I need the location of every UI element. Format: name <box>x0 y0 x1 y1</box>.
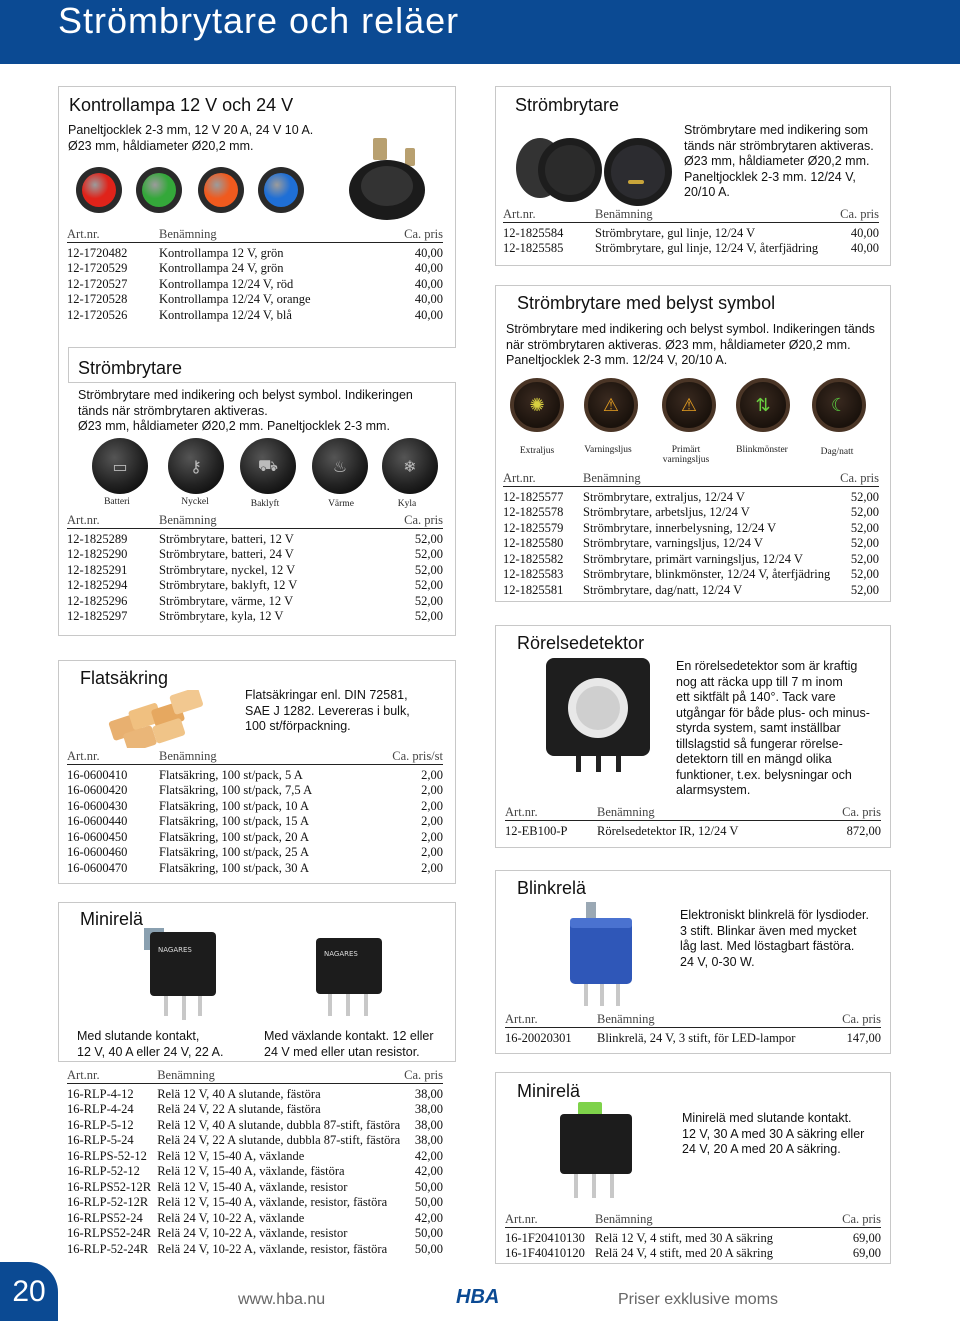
cell-price: 52,00 <box>850 536 879 551</box>
cell-price: 42,00 <box>414 1164 443 1179</box>
blinkrela-title: Blinkrelä <box>517 878 587 898</box>
cell-price: 52,00 <box>850 520 879 535</box>
cell-art: 12-1825581 <box>503 582 564 597</box>
cell-price: 38,00 <box>414 1102 443 1117</box>
cell-price: 52,00 <box>850 567 879 582</box>
cell-price: 50,00 <box>414 1226 443 1241</box>
cell-name: Relä 24 V, 10-22 A, växlande, resistor <box>157 1226 348 1241</box>
cell-name: Kontrollampa 24 V, grön <box>159 261 284 276</box>
relay-with-fuse-image <box>548 1100 646 1204</box>
cool-switch-icon: ❄ <box>382 438 438 494</box>
table-row <box>67 563 443 579</box>
table-row <box>67 1164 443 1180</box>
cell-price: 2,00 <box>421 860 443 875</box>
table-row <box>67 799 443 815</box>
table-row <box>67 830 443 846</box>
table-row <box>505 1028 881 1047</box>
heat-switch-icon: ♨ <box>312 438 368 494</box>
cell-art: 12-1825291 <box>67 562 128 577</box>
table-row <box>67 1102 443 1118</box>
table-row <box>503 567 879 583</box>
blue-lamp-icon <box>258 167 304 213</box>
blinkrela-desc: Elektroniskt blinkrelä för lysdioder. 3 stift. Blinkar även med mycket låg last. Med löstagbart fästöra. 24 V, 0-30 W. <box>680 908 869 969</box>
caption-baklyft: Baklyft <box>250 499 280 509</box>
cell-name: Strömbrytare, extraljus, 12/24 V <box>583 490 745 504</box>
kontrollampa-title: Kontrollampa 12 V och 24 V <box>69 95 294 115</box>
table-row <box>503 536 879 552</box>
cell-name: Flatsäkring, 100 st/pack, 15 A <box>159 814 309 829</box>
minirela-left-desc-a: Med slutande kontakt, 12 V, 40 A eller 24 V, 22 A. <box>77 1029 224 1059</box>
cell-price: 52,00 <box>414 562 443 577</box>
table-row <box>67 609 443 625</box>
price-note: Priser exklusive moms <box>618 1291 779 1308</box>
cell-name: Flatsäkring, 100 st/pack, 30 A <box>159 860 309 875</box>
cell-name: Relä 24 V, 4 stift, med 20 A säkring <box>595 1246 774 1261</box>
strombrytare-right-desc: Strömbrytare med indikering som tänds när strömbrytaren aktiveras. Ø23 mm, håldiameter Ø20,2 mm. Paneltjocklek 2-3 mm. 12/24 V, 20/10 A. <box>684 123 874 199</box>
cell-name: Kontrollampa 12/24 V, röd <box>159 276 294 291</box>
cell-price: 50,00 <box>414 1241 443 1256</box>
rorelse-title: Rörelsedetektor <box>517 633 645 653</box>
cell-price: 69,00 <box>852 1231 881 1245</box>
cell-art: 16-1F20410130 <box>505 1231 585 1245</box>
cell-price: 872,00 <box>846 824 881 838</box>
flatsakring-table: Art.nr. Benämning Ca. pris/st 16-0600410 Flatsäkring, 100 st/pack, 5 A 2,00 16-0600420 Flatsäkring, 100 st/pack, 7,5 A 2,00 16-0600430 Flatsäkring, 100 st/pack, 10 A 2,00 16-0600440 Flatsäkring, 100 st/pack, 15 A 2,00 16-0600450 Flatsäkring, 100 st/pack, 20 A 2,00 16-0600460 Flatsäkring, 100 st/pack, 25 A 2,00 16-0600470 Flatsäkring, 100 st/pack, 30 A 2,00 <box>67 749 443 875</box>
cell-price: 40,00 <box>850 226 879 240</box>
cell-art: 16-RLP-5-24 <box>67 1133 134 1148</box>
cell-name: Strömbrytare, blinkmönster, 12/24 V, återfjädring <box>583 567 831 582</box>
cell-name: Relä 24 V, 22 A slutande, fästöra <box>157 1102 321 1117</box>
cell-name: Kontrollampa 12 V, grön <box>159 246 284 260</box>
cell-price: 69,00 <box>852 1246 881 1261</box>
table-row <box>67 308 443 324</box>
cell-name: Strömbrytare, dag/natt, 12/24 V <box>583 582 743 597</box>
cell-art: 12-1825585 <box>503 241 564 256</box>
cell-art: 12-1825578 <box>503 505 564 520</box>
cell-name: Strömbrytare, gul linje, 12/24 V <box>595 226 756 240</box>
cell-price: 52,00 <box>414 532 443 546</box>
cell-art: 12-1720528 <box>67 292 128 307</box>
cell-art: 16-RLP-52-12 <box>67 1164 140 1179</box>
cell-art: 12-1720526 <box>67 307 128 322</box>
cell-art: 12-1720482 <box>67 246 128 260</box>
website-link[interactable]: www.hba.nu <box>238 1291 326 1308</box>
cell-name: Flatsäkring, 100 st/pack, 10 A <box>159 798 309 813</box>
cell-art: 12-1720529 <box>67 261 128 276</box>
fuse-image <box>100 690 220 748</box>
table-row <box>67 1084 443 1103</box>
cell-art: 16-RLP-52-12R <box>67 1195 149 1210</box>
table-row <box>67 1195 443 1211</box>
cell-name: Relä 12 V, 40 A slutande, fästöra <box>157 1087 321 1101</box>
caption-varme: Värme <box>328 499 354 509</box>
cell-art: 16-1F40410120 <box>505 1246 585 1261</box>
table-row <box>503 241 879 257</box>
caption-extraljus: Extraljus <box>519 446 555 456</box>
relay-vaxlande-image <box>310 932 390 1022</box>
cell-art: 16-RLPS-52-12 <box>67 1148 147 1163</box>
key-switch-icon: ⚷ <box>168 438 224 494</box>
cell-art: 12-1825582 <box>503 551 564 566</box>
cell-art: 16-0600420 <box>67 783 128 798</box>
strombrytare-right-table: Art.nr. Benämning Ca. pris 12-1825584 Strömbrytare, gul linje, 12/24 V 40,00 12-1825585 Strömbrytare, gul linje, 12/24 V, återfjädring 40,00 <box>503 207 879 256</box>
cell-price: 2,00 <box>421 829 443 844</box>
cell-art: 16-0600470 <box>67 860 128 875</box>
cell-price: 2,00 <box>421 845 443 860</box>
cell-price: 38,00 <box>414 1117 443 1132</box>
kontrollampa-table: Art.nr. Benämning Ca. pris 12-1720482 Kontrollampa 12 V, grön 40,00 12-1720529 Kontrollampa 24 V, grön 40,00 12-1720527 Kontrollampa 12/24 V, röd 40,00 12-1720528 Kontrollampa 12/24 V, orange 40,00 12-1720526 Kontrollampa 12/24 V, blå 40,00 <box>67 227 443 322</box>
svg-text:NAGARES: NAGARES <box>324 950 358 958</box>
caption-primart-varningsljus: Primärt varningsljus <box>662 445 710 465</box>
cell-art: 16-RLPS52-12R <box>67 1179 152 1194</box>
cell-name: Blinkrelä, 24 V, 3 stift, för LED-lampor <box>597 1031 796 1045</box>
caption-kyla: Kyla <box>397 499 417 509</box>
cell-name: Strömbrytare, primärt varningsljus, 12/24 V <box>583 551 803 566</box>
cell-name: Relä 24 V, 10-22 A, växlande <box>157 1210 305 1225</box>
table-row <box>67 1211 443 1227</box>
table-row <box>505 1228 881 1247</box>
table-row <box>505 821 881 840</box>
cell-price: 2,00 <box>421 798 443 813</box>
table-row <box>67 861 443 877</box>
cell-price: 40,00 <box>414 276 443 291</box>
cell-art: 12-1825584 <box>503 226 564 240</box>
cell-art: 16-20020301 <box>505 1031 572 1045</box>
strombrytare-left-table: Art.nr. Benämning Ca. pris 12-1825289 Strömbrytare, batteri, 12 V 52,00 12-1825290 Strömbrytare, batteri, 24 V 52,00 12-1825291 Strömbrytare, nyckel, 12 V 52,00 12-1825294 Strömbrytare, baklyft, 12 V 52,00 12-1825296 Strömbrytare, värme, 12 V 52,00 12-1825297 Strömbrytare, kyla, 12 V 52,00 <box>67 513 443 624</box>
cell-name: Flatsäkring, 100 st/pack, 5 A <box>159 768 303 782</box>
strombrytare-right-title: Strömbrytare <box>515 95 620 115</box>
table-row <box>503 552 879 568</box>
cell-art: 16-RLP-5-12 <box>67 1117 134 1132</box>
table-row <box>503 505 879 521</box>
caption-varningsljus: Varningsljus <box>584 445 632 455</box>
minirela-right-desc: Minirelä med slutande kontakt. 12 V, 30 A med 30 A säkring eller 24 V, 20 A med 20 A säkring. <box>682 1111 865 1156</box>
cell-price: 52,00 <box>850 582 879 597</box>
table-row <box>67 845 443 861</box>
flatsakring-desc: Flatsäkringar enl. DIN 72581, SAE J 1282. Levereras i bulk, 100 st/förpackning. <box>245 688 410 733</box>
cell-art: 12-1825580 <box>503 536 564 551</box>
cell-price: 52,00 <box>414 578 443 593</box>
cell-price: 40,00 <box>414 292 443 307</box>
caption-batteri: Batteri <box>104 497 130 507</box>
cell-price: 50,00 <box>414 1179 443 1194</box>
belyst-title: Strömbrytare med belyst symbol <box>517 293 776 313</box>
battery-switch-icon: ▭ <box>92 438 148 494</box>
cell-art: 12-1825289 <box>67 532 128 546</box>
table-row <box>503 583 879 599</box>
cell-name: Kontrollampa 12/24 V, blå <box>159 307 292 322</box>
cell-art: 16-0600460 <box>67 845 128 860</box>
motion-detector-image <box>540 652 660 776</box>
table-row <box>67 814 443 830</box>
cell-name: Strömbrytare, batteri, 24 V <box>159 547 294 562</box>
blinkrela-table: Art.nr. Benämning Ca. pris 16-20020301 Blinkrelä, 24 V, 3 stift, för LED-lampor 147,00 <box>505 1012 881 1045</box>
cell-art: 12-1825583 <box>503 567 564 582</box>
cell-price: 52,00 <box>850 490 879 504</box>
strombrytare-right-image <box>510 124 682 206</box>
table-row <box>67 529 443 548</box>
cell-price: 42,00 <box>414 1148 443 1163</box>
belyst-table: Art.nr. Benämning Ca. pris 12-1825577 Strömbrytare, extraljus, 12/24 V 52,00 12-1825578 Strömbrytare, arbetsljus, 12/24 V 52,00 12-1825579 Strömbrytare, innerbelysning, 12/24 V 52,00 12-1825580 Strömbrytare, varningsljus, 12/24 V 52,00 12-1825582 Strömbrytare, primärt varningsljus, 12/24 V 52,00 12-1825583 Strömbrytare, blinkmönster, 12/24 V, återfjädring 52,00 12-1825581 Strömbrytare, dag/natt, 12/24 V 52,00 <box>503 471 879 597</box>
cell-price: 147,00 <box>846 1031 881 1045</box>
table-row <box>67 783 443 799</box>
table-row <box>67 1118 443 1134</box>
cell-name: Relä 12 V, 40 A slutande, dubbla 87-stift, fästöra <box>157 1117 401 1132</box>
rorelse-table: Art.nr. Benämning Ca. pris 12-EB100-P Rörelsedetektor IR, 12/24 V 872,00 <box>505 805 881 838</box>
cell-name: Strömbrytare, baklyft, 12 V <box>159 578 298 593</box>
cell-art: 12-EB100-P <box>505 824 568 838</box>
table-row <box>503 521 879 537</box>
cell-name: Relä 12 V, 4 stift, med 30 A säkring <box>595 1231 774 1245</box>
table-row <box>67 1149 443 1165</box>
cell-price: 50,00 <box>414 1195 443 1210</box>
minirela-left-table: Art.nr. Benämning Ca. pris 16-RLP-4-12 Relä 12 V, 40 A slutande, fästöra 38,00 16-RLP-4-24 Relä 24 V, 22 A slutande, fästöra 38,00 16-RLP-5-12 Relä 12 V, 40 A slutande, dubbla 87-stift, fästöra 38,00 16-RLP-5-24 Relä 24 V, 22 A slutande, dubbla 87-stift, fästöra 38,00 16-RLPS-52-12 Relä 12 V, 15-40 A, växlande 42,00 16-RLP-52-12 Relä 12 V, 15-40 A, växlande, fästöra 42,00 16-RLPS52-12R Relä 12 V, 15-40 A, växlande, resistor 50,00 16-RLP-52-12R Relä 12 V, 15-40 A, växlande, resistor, fästöra 50,00 16-RLPS52-24 Relä 24 V, 10-22 A, växlande 42,00 16-RLPS52-24R Relä 24 V, 10-22 A, växlande, resistor 50,00 16-RLP-52-24R Relä 24 V, 10-22 A, växlande, resistor, fästöra 50,00 <box>67 1068 443 1256</box>
strombrytare-left-title: Strömbrytare <box>78 358 183 378</box>
cell-art: 16-RLPS52-24R <box>67 1226 152 1241</box>
table-row <box>505 1246 881 1262</box>
strombrytare-left-desc: Strömbrytare med indikering och belyst symbol. Indikeringen tänds när strömbrytaren aktiveras. Ø23 mm, håldiameter Ø20,2 mm. Paneltjocklek 2-3 mm. <box>78 388 413 433</box>
table-row <box>67 1180 443 1196</box>
table-row <box>503 223 879 242</box>
cell-art: 12-1825577 <box>503 490 564 504</box>
flasher-relay-image <box>560 900 646 1010</box>
table-row <box>67 277 443 293</box>
cell-name: Strömbrytare, nyckel, 12 V <box>159 562 296 577</box>
red-lamp-icon <box>76 167 122 213</box>
cell-art: 12-1825579 <box>503 520 564 535</box>
table-row <box>67 1242 443 1258</box>
cell-price: 52,00 <box>850 505 879 520</box>
cell-art: 16-0600410 <box>67 768 128 782</box>
cell-name: Strömbrytare, gul linje, 12/24 V, återfjädring <box>595 241 819 256</box>
tailgate-switch-icon: ⛟ <box>240 438 296 494</box>
cell-price: 38,00 <box>414 1133 443 1148</box>
cell-art: 16-0600430 <box>67 798 128 813</box>
cell-name: Strömbrytare, batteri, 12 V <box>159 532 294 546</box>
cell-art: 16-RLPS52-24 <box>67 1210 143 1225</box>
table-row <box>67 261 443 277</box>
cell-name: Flatsäkring, 100 st/pack, 25 A <box>159 845 309 860</box>
minirela-left-title: Minirelä <box>80 909 144 929</box>
minirela-left-desc-b: Med växlande kontakt. 12 eller 24 V med eller utan resistor. <box>264 1029 434 1059</box>
cell-name: Rörelsedetektor IR, 12/24 V <box>597 824 739 838</box>
caption-dag-natt: Dag/natt <box>820 447 854 457</box>
cell-art: 16-0600440 <box>67 814 128 829</box>
cell-name: Strömbrytare, arbetsljus, 12/24 V <box>583 505 750 520</box>
cell-price: 2,00 <box>421 814 443 829</box>
table-row <box>67 292 443 308</box>
minirela-right-title: Minirelä <box>517 1081 581 1101</box>
cell-name: Relä 12 V, 15-40 A, växlande <box>157 1148 305 1163</box>
cell-art: 16-RLP-4-24 <box>67 1102 134 1117</box>
table-row <box>503 487 879 506</box>
cell-price: 52,00 <box>414 609 443 624</box>
green-lamp-icon <box>136 167 182 213</box>
cell-art: 12-1720527 <box>67 276 128 291</box>
rorelse-desc: En rörelsedetektor som är kraftig nog att räcka upp till 7 m inom ett siktfält på 140°. Tack vare utgångar för både plus- och minus- styrda system, samt inställbar tillslagstid så fungerar rörelse- detektorn till en mängd olika funktioner, t.ex. belysningar och alarmsystem. <box>676 659 870 797</box>
cell-price: 38,00 <box>414 1087 443 1101</box>
svg-text:NAGARES: NAGARES <box>158 946 192 954</box>
dag-natt-icon: ☾ <box>812 378 866 432</box>
cell-art: 12-1825290 <box>67 547 128 562</box>
cell-art: 12-1825296 <box>67 593 128 608</box>
cell-price: 40,00 <box>414 246 443 260</box>
table-row <box>67 765 443 784</box>
cell-price: 42,00 <box>414 1210 443 1225</box>
table-row <box>67 547 443 563</box>
cell-name: Relä 12 V, 15-40 A, växlande, resistor, fästöra <box>157 1195 388 1210</box>
orange-lamp-icon <box>198 167 244 213</box>
cell-name: Relä 12 V, 15-40 A, växlande, fästöra <box>157 1164 345 1179</box>
cell-name: Strömbrytare, varningsljus, 12/24 V <box>583 536 763 551</box>
table-row <box>67 1226 443 1242</box>
cell-name: Strömbrytare, innerbelysning, 12/24 V <box>583 520 777 535</box>
primart-varningsljus-icon: ⚠ <box>662 378 716 432</box>
lamp-socket-icon <box>345 134 429 224</box>
cell-name: Relä 24 V, 22 A slutande, dubbla 87-stift, fästöra <box>157 1133 401 1148</box>
kontrollampa-desc: Paneltjocklek 2-3 mm, 12 V 20 A, 24 V 10 A. Ø23 mm, håldiameter Ø20,2 mm. <box>68 123 314 153</box>
extraljus-icon: ✺ <box>510 378 564 432</box>
cell-price: 40,00 <box>414 307 443 322</box>
cell-price: 2,00 <box>421 783 443 798</box>
cell-name: Relä 12 V, 15-40 A, växlande, resistor <box>157 1179 348 1194</box>
hba-logo: HBA <box>456 1286 500 1308</box>
cell-art: 16-0600450 <box>67 829 128 844</box>
blinkmonster-icon: ⇅ <box>736 378 790 432</box>
cell-name: Relä 24 V, 10-22 A, växlande, resistor, fästöra <box>157 1241 388 1256</box>
cell-price: 52,00 <box>414 593 443 608</box>
cell-price: 40,00 <box>850 241 879 256</box>
cell-art: 12-1825297 <box>67 609 128 624</box>
cell-price: 40,00 <box>414 261 443 276</box>
table-row <box>67 578 443 594</box>
flatsakring-title: Flatsäkring <box>80 668 169 688</box>
cell-name: Strömbrytare, kyla, 12 V <box>159 609 284 624</box>
page-number: 20 <box>0 1262 58 1321</box>
varningsljus-icon: ⚠ <box>584 378 638 432</box>
belyst-desc: Strömbrytare med indikering och belyst symbol. Indikeringen tänds när strömbrytaren aktiveras. Ø23 mm, håldiameter Ø20,2 mm. Paneltjocklek 2-3 mm. 12/24 V, 20/10 A. <box>506 322 875 367</box>
cell-price: 52,00 <box>850 551 879 566</box>
relay-slutande-image <box>140 922 222 1022</box>
table-row <box>67 243 443 262</box>
cell-art: 16-RLP-52-24R <box>67 1241 149 1256</box>
table-row <box>67 1133 443 1149</box>
table-row <box>67 594 443 610</box>
page-title: Strömbrytare och reläer <box>58 0 460 41</box>
cell-name: Kontrollampa 12/24 V, orange <box>159 292 311 307</box>
caption-nyckel: Nyckel <box>181 497 209 507</box>
page-header <box>0 0 960 64</box>
cell-name: Flatsäkring, 100 st/pack, 20 A <box>159 829 309 844</box>
minirela-right-table: Art.nr. Benämning Ca. pris 16-1F20410130 Relä 12 V, 4 stift, med 30 A säkring 69,00 16-1F40410120 Relä 24 V, 4 stift, med 20 A säkring 69,00 <box>505 1212 881 1261</box>
cell-name: Strömbrytare, värme, 12 V <box>159 593 294 608</box>
cell-art: 16-RLP-4-12 <box>67 1087 134 1101</box>
caption-blinkmonster: Blinkmönster <box>736 445 788 455</box>
cell-price: 52,00 <box>414 547 443 562</box>
cell-price: 2,00 <box>421 768 443 782</box>
cell-name: Flatsäkring, 100 st/pack, 7,5 A <box>159 783 313 798</box>
cell-art: 12-1825294 <box>67 578 128 593</box>
